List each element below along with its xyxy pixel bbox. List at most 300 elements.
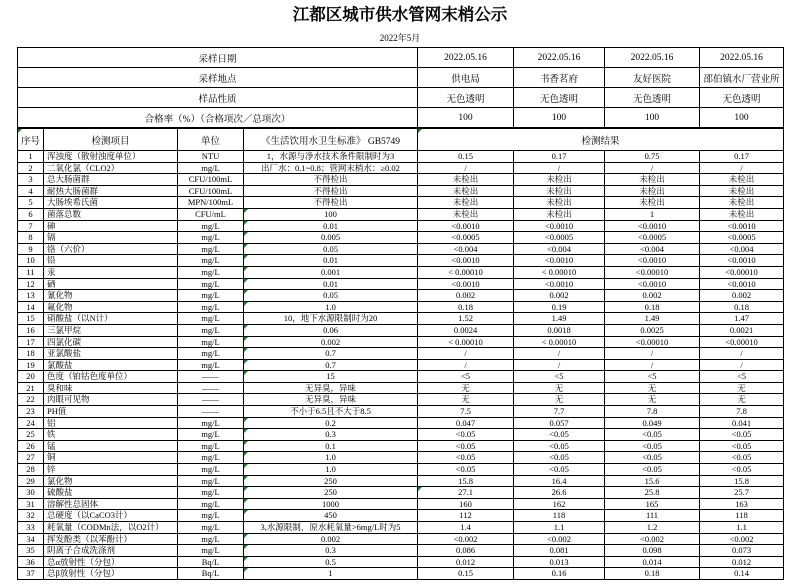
result-cell: <0.05 — [700, 440, 784, 452]
unit-cell: mg/L — [178, 464, 244, 476]
summary-value-cell: 无色透明 — [700, 88, 784, 108]
item-cell: 挥发酚类（以苯酚计） — [44, 533, 178, 545]
item-cell: 铜 — [44, 452, 178, 464]
result-row — [18, 556, 784, 568]
result-cell: 0.002 — [514, 290, 605, 302]
standard-cell: 250 — [244, 475, 418, 487]
result-cell: 未检出 — [605, 174, 700, 186]
result-cell: 未检出 — [514, 174, 605, 186]
item-cell: 铅 — [44, 255, 178, 267]
col-header-seq: 序号 — [18, 129, 44, 151]
result-cell: 0.047 — [418, 417, 514, 429]
result-row — [18, 208, 784, 220]
item-cell: 氯化物 — [44, 475, 178, 487]
result-cell: 0.0021 — [700, 324, 784, 336]
item-cell: 色度（铂钴色度单位） — [44, 371, 178, 383]
result-cell: 15.8 — [418, 475, 514, 487]
standard-cell: 0.01 — [244, 278, 418, 290]
result-cell: 0.041 — [700, 417, 784, 429]
unit-cell: mg/L — [178, 324, 244, 336]
unit-cell: Bq/L — [178, 568, 244, 580]
summary-row — [18, 88, 784, 108]
result-cell: 0.14 — [700, 568, 784, 580]
result-cell: 无 — [418, 382, 514, 394]
result-cell: <0.05 — [514, 440, 605, 452]
seq-cell: 17 — [18, 336, 44, 348]
summary-value-cell: 2022.05.16 — [700, 48, 784, 68]
standard-cell: 3,水源限制，原水耗氧量>6mg/L时为5 — [244, 522, 418, 534]
result-cell: 0.086 — [418, 545, 514, 557]
seq-cell: 10 — [18, 255, 44, 267]
standard-cell: 无异臭，异味 — [244, 394, 418, 406]
item-cell: 大肠埃希氏菌 — [44, 197, 178, 209]
result-cell: 1.49 — [605, 313, 700, 325]
result-cell: 1.1 — [700, 522, 784, 534]
seq-cell: 36 — [18, 556, 44, 568]
result-cell: 1.52 — [418, 313, 514, 325]
seq-cell: 32 — [18, 510, 44, 522]
result-cell: 7.7 — [514, 406, 605, 418]
result-cell: <0.002 — [514, 533, 605, 545]
seq-cell: 24 — [18, 417, 44, 429]
standard-cell: 15 — [244, 371, 418, 383]
result-cell: <0.05 — [700, 452, 784, 464]
standard-cell: 0.2 — [244, 417, 418, 429]
result-cell: <0.004 — [418, 243, 514, 255]
standard-cell: 不得检出 — [244, 185, 418, 197]
result-cell: <0.05 — [418, 429, 514, 441]
result-cell: <0.0005 — [418, 232, 514, 244]
result-cell: / — [418, 162, 514, 174]
seq-cell: 2 — [18, 162, 44, 174]
unit-cell: —— — [178, 406, 244, 418]
standard-cell: 0.01 — [244, 220, 418, 232]
summary-value-cell: 2022.05.16 — [418, 48, 514, 68]
standard-cell: 0.05 — [244, 290, 418, 302]
item-cell: 砷 — [44, 220, 178, 232]
seq-cell: 19 — [18, 359, 44, 371]
result-row — [18, 394, 784, 406]
result-cell: 0.012 — [418, 556, 514, 568]
result-cell: <0.004 — [605, 243, 700, 255]
seq-cell: 14 — [18, 301, 44, 313]
unit-cell: mg/L — [178, 336, 244, 348]
result-cell: 0.098 — [605, 545, 700, 557]
result-cell: <0.0010 — [700, 255, 784, 267]
result-cell: 1.1 — [514, 522, 605, 534]
result-row — [18, 371, 784, 383]
result-cell: 未检出 — [514, 185, 605, 197]
result-cell: 0.0024 — [418, 324, 514, 336]
result-cell: 0.15 — [418, 151, 514, 163]
item-cell: 总硬度（以CaCO3计） — [44, 510, 178, 522]
result-cell: 0.013 — [514, 556, 605, 568]
result-row — [18, 406, 784, 418]
summary-value-cell: 2022.05.16 — [514, 48, 605, 68]
result-cell: <0.05 — [418, 464, 514, 476]
result-cell: 无 — [605, 382, 700, 394]
summary-row-label: 采样地点 — [18, 68, 418, 88]
seq-cell: 37 — [18, 568, 44, 580]
result-cell: 0.057 — [514, 417, 605, 429]
standard-cell: 0.01 — [244, 255, 418, 267]
result-cell: <0.00010 — [700, 336, 784, 348]
result-cell: / — [700, 348, 784, 360]
result-row — [18, 417, 784, 429]
result-cell: <0.0010 — [700, 220, 784, 232]
unit-cell: mg/L — [178, 545, 244, 557]
result-cell: 0.17 — [700, 151, 784, 163]
result-cell: <0.0005 — [700, 232, 784, 244]
result-cell: 无 — [514, 382, 605, 394]
item-cell: 铁 — [44, 429, 178, 441]
col-header-unit: 单位 — [178, 129, 244, 151]
test-results-body — [18, 151, 784, 580]
seq-cell: 11 — [18, 266, 44, 278]
seq-cell: 27 — [18, 452, 44, 464]
result-cell: 0.18 — [605, 301, 700, 313]
standard-cell: 0.1 — [244, 440, 418, 452]
unit-cell: —— — [178, 394, 244, 406]
result-cell: <0.05 — [514, 464, 605, 476]
summary-value-cell: 2022.05.16 — [605, 48, 700, 68]
result-cell: 15.8 — [700, 475, 784, 487]
result-row — [18, 498, 784, 510]
result-cell: <0.0010 — [514, 220, 605, 232]
unit-cell: NTU — [178, 151, 244, 163]
summary-value-cell: 100 — [700, 108, 784, 128]
result-cell: 0.0018 — [514, 324, 605, 336]
seq-cell: 13 — [18, 290, 44, 302]
result-row — [18, 313, 784, 325]
item-cell: 氰化物 — [44, 290, 178, 302]
result-cell: 未检出 — [514, 197, 605, 209]
item-cell: 硫酸盐 — [44, 487, 178, 499]
col-header-item: 检测项目 — [44, 129, 178, 151]
result-cell: 0.002 — [700, 290, 784, 302]
result-row — [18, 185, 784, 197]
result-row — [18, 568, 784, 580]
item-cell: PH值 — [44, 406, 178, 418]
item-cell: 锌 — [44, 464, 178, 476]
result-cell: <0.0010 — [418, 220, 514, 232]
result-cell: <0.0010 — [605, 255, 700, 267]
seq-cell: 35 — [18, 545, 44, 557]
item-cell: 总β放射性（分包） — [44, 568, 178, 580]
standard-cell: 0.002 — [244, 336, 418, 348]
result-cell: <0.00010 — [700, 266, 784, 278]
item-cell: 总α放射性（分包） — [44, 556, 178, 568]
standard-cell: 0.05 — [244, 243, 418, 255]
result-cell: <0.05 — [605, 464, 700, 476]
result-row — [18, 162, 784, 174]
result-cell: 163 — [700, 498, 784, 510]
unit-cell: Bq/L — [178, 556, 244, 568]
standard-cell: 1.0 — [244, 464, 418, 476]
summary-value-cell: 书香茗府 — [514, 68, 605, 88]
seq-cell: 3 — [18, 174, 44, 186]
result-cell: / — [605, 348, 700, 360]
seq-cell: 8 — [18, 232, 44, 244]
unit-cell: CFU/mL — [178, 208, 244, 220]
result-cell: / — [514, 162, 605, 174]
item-cell: 锰 — [44, 440, 178, 452]
result-cell: <0.004 — [514, 243, 605, 255]
result-cell: < 0.00010 — [418, 336, 514, 348]
result-row — [18, 220, 784, 232]
unit-cell: MPN/100mL — [178, 197, 244, 209]
result-row — [18, 452, 784, 464]
seq-cell: 6 — [18, 208, 44, 220]
unit-cell: mg/L — [178, 348, 244, 360]
result-row — [18, 487, 784, 499]
result-row — [18, 510, 784, 522]
result-cell: 未检出 — [514, 208, 605, 220]
result-cell: <0.0005 — [514, 232, 605, 244]
standard-cell: 0.005 — [244, 232, 418, 244]
result-cell: 未检出 — [700, 197, 784, 209]
result-cell: <5 — [418, 371, 514, 383]
result-cell: 0.19 — [514, 301, 605, 313]
seq-cell: 18 — [18, 348, 44, 360]
result-cell: <5 — [514, 371, 605, 383]
seq-cell: 4 — [18, 185, 44, 197]
report-month: 2022年5月 — [379, 33, 421, 43]
item-cell: 汞 — [44, 266, 178, 278]
result-cell: <0.002 — [605, 533, 700, 545]
result-cell: <0.0010 — [418, 255, 514, 267]
result-cell: <0.05 — [605, 429, 700, 441]
result-cell: <0.0010 — [605, 220, 700, 232]
standard-cell: 不得检出 — [244, 174, 418, 186]
summary-row — [18, 48, 784, 68]
result-cell: 0.049 — [605, 417, 700, 429]
unit-cell: —— — [178, 382, 244, 394]
result-cell: 7.8 — [605, 406, 700, 418]
item-cell: 二氧化氯（CLO2） — [44, 162, 178, 174]
page-title: 江都区城市供水管网末梢公示 — [292, 6, 508, 24]
result-cell: <0.05 — [605, 440, 700, 452]
seq-cell: 15 — [18, 313, 44, 325]
result-cell: 25.8 — [605, 487, 700, 499]
summary-value-cell: 100 — [514, 108, 605, 128]
result-row — [18, 545, 784, 557]
test-results-header — [18, 129, 784, 151]
result-row — [18, 464, 784, 476]
result-cell: / — [605, 162, 700, 174]
standard-cell: 0.5 — [244, 556, 418, 568]
result-cell: 165 — [605, 498, 700, 510]
result-row — [18, 290, 784, 302]
standard-cell: 不得检出 — [244, 197, 418, 209]
seq-cell: 31 — [18, 498, 44, 510]
seq-cell: 12 — [18, 278, 44, 290]
result-cell: 0.002 — [418, 290, 514, 302]
result-cell: <0.00010 — [605, 336, 700, 348]
result-cell: 0.002 — [605, 290, 700, 302]
seq-cell: 1 — [18, 151, 44, 163]
result-cell: <0.002 — [700, 533, 784, 545]
item-cell: 亚氯酸盐 — [44, 348, 178, 360]
result-cell: <0.05 — [514, 452, 605, 464]
result-cell: <0.05 — [700, 429, 784, 441]
seq-cell: 23 — [18, 406, 44, 418]
result-cell: <0.00010 — [605, 266, 700, 278]
unit-cell: mg/L — [178, 475, 244, 487]
standard-cell: 10，地下水源限制时为20 — [244, 313, 418, 325]
result-cell: <0.0010 — [418, 278, 514, 290]
result-cell: 未检出 — [700, 208, 784, 220]
summary-row-label: 合格率（%）（合格项次／总项次） — [18, 108, 418, 128]
unit-cell: mg/L — [178, 522, 244, 534]
result-cell: 1.47 — [700, 313, 784, 325]
result-cell: 7.5 — [418, 406, 514, 418]
result-cell: <0.0010 — [514, 278, 605, 290]
standard-cell: 0.7 — [244, 359, 418, 371]
sampling-summary-body — [18, 48, 784, 128]
summary-value-cell: 无色透明 — [418, 88, 514, 108]
seq-cell: 33 — [18, 522, 44, 534]
item-cell: 菌落总数 — [44, 208, 178, 220]
summary-value-cell: 无色透明 — [514, 88, 605, 108]
summary-value-cell: 无色透明 — [605, 88, 700, 108]
result-cell: 0.75 — [605, 151, 700, 163]
result-cell: <0.0010 — [514, 255, 605, 267]
result-cell: 15.6 — [605, 475, 700, 487]
result-row — [18, 197, 784, 209]
result-cell: 未检出 — [605, 185, 700, 197]
unit-cell: mg/L — [178, 243, 244, 255]
result-cell: < 0.00010 — [418, 266, 514, 278]
seq-cell: 34 — [18, 533, 44, 545]
result-row — [18, 475, 784, 487]
result-cell: 未检出 — [418, 197, 514, 209]
standard-cell: 1，水源与净水技术条件限制时为3 — [244, 151, 418, 163]
unit-cell: mg/L — [178, 429, 244, 441]
result-cell: 无 — [605, 394, 700, 406]
result-row — [18, 243, 784, 255]
result-cell: / — [700, 162, 784, 174]
item-cell: 镉 — [44, 232, 178, 244]
result-cell: 25.7 — [700, 487, 784, 499]
result-cell: / — [514, 348, 605, 360]
item-cell: 铬（六价） — [44, 243, 178, 255]
result-cell: < 0.00010 — [514, 336, 605, 348]
unit-cell: mg/L — [178, 162, 244, 174]
result-row — [18, 348, 784, 360]
result-row — [18, 533, 784, 545]
result-row — [18, 359, 784, 371]
unit-cell: mg/L — [178, 510, 244, 522]
seq-cell: 7 — [18, 220, 44, 232]
item-cell: 铝 — [44, 417, 178, 429]
unit-cell: mg/L — [178, 232, 244, 244]
col-header-standard: 《生活饮用水卫生标准》 GB5749 — [244, 129, 418, 151]
seq-cell: 22 — [18, 394, 44, 406]
result-cell: < 0.00010 — [514, 266, 605, 278]
unit-cell: mg/L — [178, 417, 244, 429]
unit-cell: mg/L — [178, 301, 244, 313]
test-results-table — [17, 128, 784, 580]
unit-cell: mg/L — [178, 290, 244, 302]
standard-cell: 1 — [244, 568, 418, 580]
result-cell: 0.073 — [700, 545, 784, 557]
result-cell: 118 — [514, 510, 605, 522]
item-cell: 耐热大肠菌群 — [44, 185, 178, 197]
result-cell: 未检出 — [605, 197, 700, 209]
unit-cell: CFU/100mL — [178, 185, 244, 197]
summary-value-cell: 100 — [605, 108, 700, 128]
item-cell: 溶解性总固体 — [44, 498, 178, 510]
result-cell: <0.0010 — [605, 278, 700, 290]
result-cell: 1.4 — [418, 522, 514, 534]
result-row — [18, 174, 784, 186]
result-cell: <0.0005 — [605, 232, 700, 244]
item-cell: 硝酸盐（以N计） — [44, 313, 178, 325]
item-cell: 总大肠菌群 — [44, 174, 178, 186]
result-cell: / — [514, 359, 605, 371]
result-cell: 112 — [418, 510, 514, 522]
result-cell: 162 — [514, 498, 605, 510]
seq-cell: 30 — [18, 487, 44, 499]
result-row — [18, 151, 784, 163]
unit-cell: —— — [178, 371, 244, 383]
result-cell: 0.014 — [605, 556, 700, 568]
result-cell: 26.6 — [514, 487, 605, 499]
result-cell: 未检出 — [418, 185, 514, 197]
result-cell: <0.05 — [700, 464, 784, 476]
unit-cell: mg/L — [178, 452, 244, 464]
summary-row — [18, 68, 784, 88]
seq-cell: 26 — [18, 440, 44, 452]
result-cell: / — [418, 348, 514, 360]
standard-cell: 450 — [244, 510, 418, 522]
standard-cell: 无异臭，异味 — [244, 382, 418, 394]
result-cell: 1.2 — [605, 522, 700, 534]
result-cell: <0.05 — [514, 429, 605, 441]
result-row — [18, 232, 784, 244]
result-cell: 0.17 — [514, 151, 605, 163]
seq-cell: 29 — [18, 475, 44, 487]
result-row — [18, 522, 784, 534]
seq-cell: 25 — [18, 429, 44, 441]
result-row — [18, 324, 784, 336]
result-row — [18, 336, 784, 348]
result-cell: 0.15 — [418, 568, 514, 580]
seq-cell: 5 — [18, 197, 44, 209]
result-cell: 160 — [418, 498, 514, 510]
result-cell: 未检出 — [700, 185, 784, 197]
result-row — [18, 429, 784, 441]
item-cell: 臭和味 — [44, 382, 178, 394]
result-cell: 0.18 — [605, 568, 700, 580]
result-cell: <0.05 — [418, 440, 514, 452]
summary-row-label: 采样日期 — [18, 48, 418, 68]
result-row — [18, 440, 784, 452]
result-cell: 无 — [418, 394, 514, 406]
unit-cell: mg/L — [178, 266, 244, 278]
item-cell: 四氯化碳 — [44, 336, 178, 348]
seq-cell: 16 — [18, 324, 44, 336]
standard-cell: 0.001 — [244, 266, 418, 278]
summary-row — [18, 108, 784, 128]
result-cell: 118 — [700, 510, 784, 522]
standard-cell: 出厂水：0.1~0.8；管网末梢水：≥0.02 — [244, 162, 418, 174]
result-cell: 7.8 — [700, 406, 784, 418]
unit-cell: mg/L — [178, 255, 244, 267]
standard-cell: 0.3 — [244, 429, 418, 441]
seq-cell: 20 — [18, 371, 44, 383]
